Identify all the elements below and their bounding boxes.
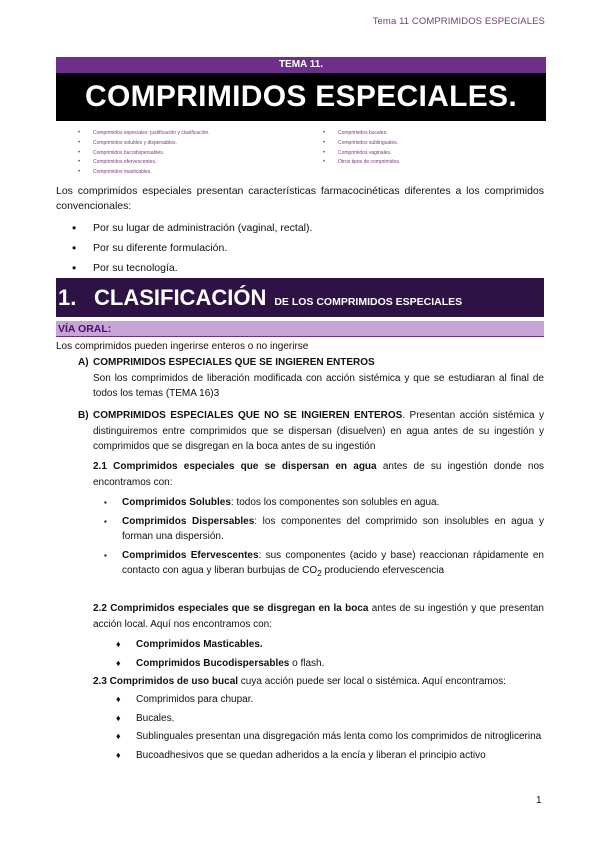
list-item-text: : todos los componentes son solubles en agua. <box>230 497 440 508</box>
item-b-heading: COMPRIMIDOS ESPECIALES QUE NO SE INGIEREN ENTEROS <box>93 410 403 421</box>
dispersable-types-list <box>103 495 544 585</box>
subsection-2-1-title: 2.1 Comprimidos especiales que se dispersan en agua <box>93 461 377 472</box>
list-item-title: Comprimidos Masticables. <box>136 639 263 650</box>
ingerirse-paragraph: Los comprimidos pueden ingerirse enteros o no ingerirse <box>56 341 309 352</box>
section-subtitle: DE LOS COMPRIMIDOS ESPECIALES <box>274 296 463 308</box>
toc-item: • Otros tipos de comprimidos. <box>323 158 400 168</box>
item-a-label: A) <box>78 357 89 368</box>
toc-item: • Comprimidos masticables. <box>78 168 323 178</box>
tema-label: TEMA 11. <box>56 57 546 73</box>
toc-item: • Comprimidos bucales. <box>323 129 400 139</box>
list-item: ♦ Sublinguales presentan una disgregación más lenta como los comprimidos de nitroglicerina <box>116 729 544 745</box>
list-item <box>103 548 544 582</box>
title-block <box>56 57 546 121</box>
section-title: CLASIFICACIÓN <box>94 285 267 310</box>
intro-bullet: • Por su diferente formulación. <box>72 238 312 258</box>
list-item-text: : sus componentes (acido y base) reaccionan rápidamente en contacto con agua y liberan burbujas de CO <box>122 549 544 576</box>
item-b-content <box>78 408 544 455</box>
running-header: Tema 11 COMPRIMIDOS ESPECIALES <box>372 16 545 27</box>
list-item <box>103 514 544 545</box>
subsection-2-2-title: 2.2 Comprimidos especiales que se disgregan en la boca <box>93 603 369 614</box>
list-item-text: o flash. <box>289 657 325 669</box>
toc-item: • Comprimidos especiales: justificación y clasificación. <box>78 129 323 139</box>
page-number: 1 <box>536 795 542 806</box>
toc-item: • Comprimidos solubles y dispersables. <box>78 139 323 149</box>
toc-item: • Comprimidos efervescentes. <box>78 158 323 168</box>
toc-column-2 <box>323 129 400 178</box>
via-oral-heading: VÍA ORAL: <box>56 321 544 337</box>
subsection-2-2-text: antes de su ingestión y que presentan acción local. Aquí nos encontramos con: <box>93 603 544 630</box>
table-of-contents <box>78 129 478 178</box>
item-a-description: Son los comprimidos de liberación modificada con acción sistémica y que se estudiaran al final de todos los temas (TEMA 16)3 <box>93 372 544 399</box>
list-item <box>116 637 544 653</box>
mouth-disintegrating-list <box>116 637 544 674</box>
toc-item: • Comprimidos bucodispersables. <box>78 149 323 159</box>
list-item-text: produciendo efervescencia <box>321 565 445 576</box>
buccal-use-list <box>116 692 544 766</box>
item-b-label: B) <box>78 410 89 421</box>
document-title: COMPRIMIDOS ESPECIALES. <box>56 73 546 121</box>
item-b <box>78 408 544 455</box>
list-item-title: Comprimidos Efervescentes <box>122 549 259 561</box>
intro-bullet: • Por su tecnología. <box>72 258 312 278</box>
list-item <box>103 495 544 511</box>
subscript: 2 <box>317 568 322 578</box>
list-item: ♦ Comprimidos para chupar. <box>116 692 544 708</box>
intro-bullet-list <box>72 218 312 278</box>
list-item-title: Comprimidos Dispersables <box>122 515 255 527</box>
intro-bullet: • Por su lugar de administración (vaginal, rectal). <box>72 218 312 238</box>
subsection-2-1-text: antes de su ingestión donde nos encontramos con: <box>93 461 545 488</box>
list-item: ♦ Bucoadhesivos que se quedan adheridos a la encía y liberan el principio activo <box>116 748 544 764</box>
item-a <box>78 355 544 402</box>
subsection-2-3-text: cuya acción puede ser local o sistémica. Aquí encontramos: <box>238 676 506 687</box>
subsection-2-1 <box>93 459 544 490</box>
section-heading <box>56 278 544 317</box>
intro-paragraph: Los comprimidos especiales presentan características farmacocinéticas diferentes a los comprimidos convencionales: <box>56 185 544 213</box>
item-a-heading: COMPRIMIDOS ESPECIALES QUE SE INGIEREN ENTEROS <box>93 357 375 368</box>
list-item-title: Comprimidos Solubles <box>122 497 231 508</box>
list-item-text: : los componentes del comprimido son insolubles en agua y forman una dispersión. <box>122 515 544 542</box>
list-item <box>116 656 544 672</box>
toc-item: • Comprimidos sublinguales. <box>323 139 400 149</box>
list-item-title: Comprimidos Bucodispersables <box>136 657 290 669</box>
toc-column-1 <box>78 129 323 178</box>
item-b-text: . Presentan acción sistémica y distinguiremos entre comprimidos que se dispersan (disuelven) en agua antes de su ingestión y comprimidos que se disgregan en la boca antes de su ingestión <box>93 410 544 452</box>
toc-item: • Comprimidos vaginales. <box>323 149 400 159</box>
subsection-2-3 <box>93 674 544 690</box>
subsection-2-3-title: 2.3 Comprimidos de uso bucal <box>93 676 239 687</box>
list-item: ♦ Bucales. <box>116 711 544 727</box>
section-number: 1. <box>58 285 77 310</box>
subsection-2-2 <box>93 601 544 632</box>
